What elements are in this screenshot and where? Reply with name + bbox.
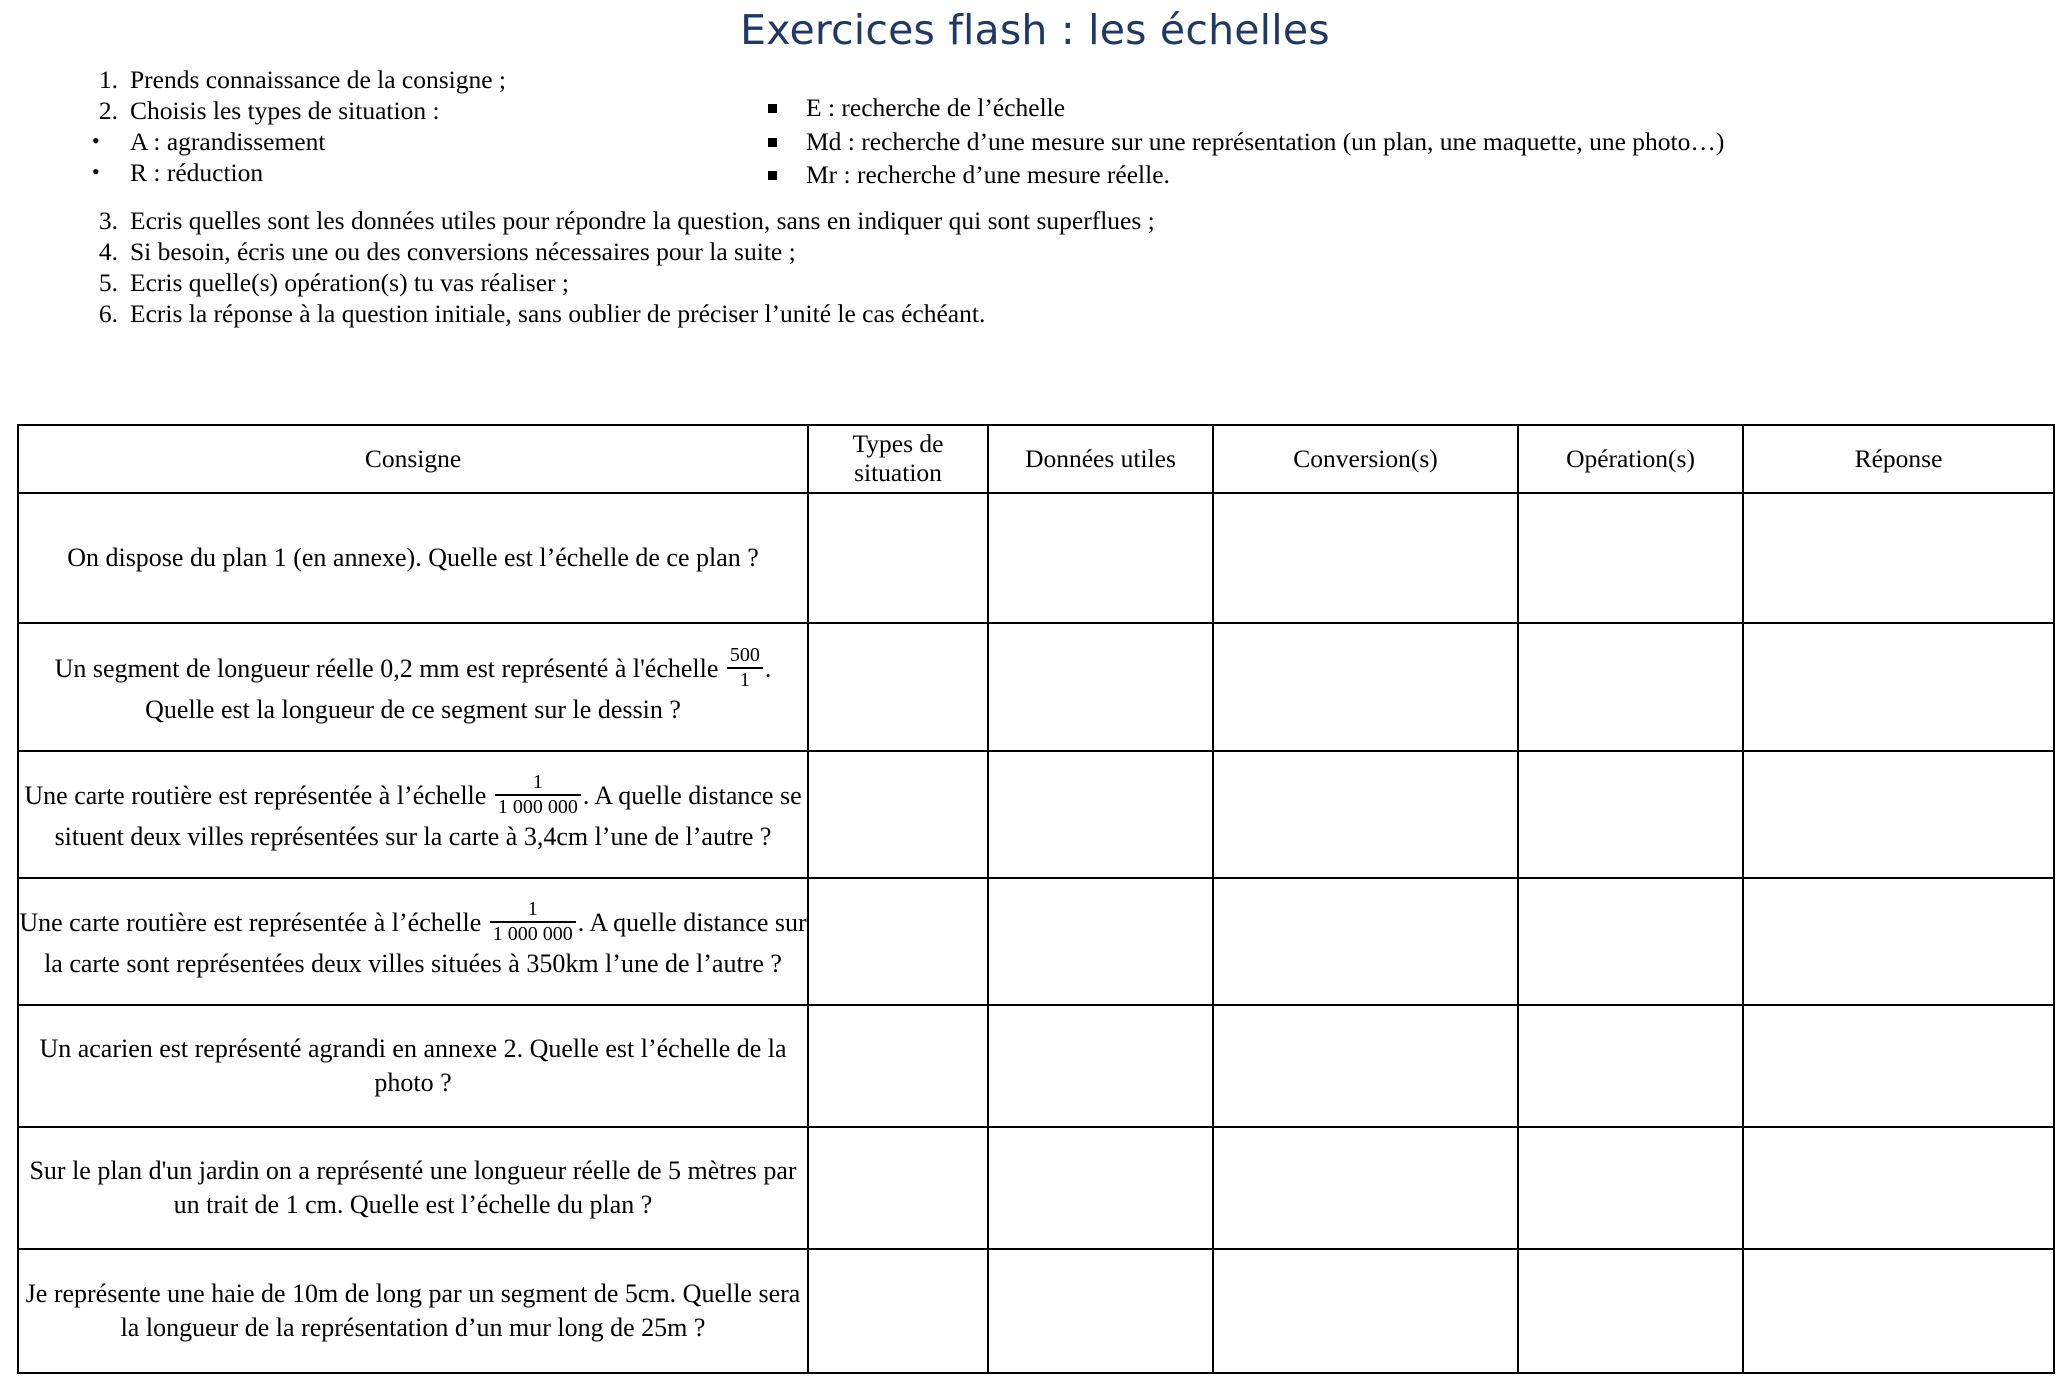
exercise-table	[17, 424, 2055, 1374]
consigne-text: Une carte routière est représentée à l’échelle	[24, 781, 493, 811]
operations-cell[interactable]	[1518, 878, 1743, 1005]
step-number: 2.	[98, 95, 118, 125]
column-header-operations: Opération(s)	[1518, 425, 1743, 493]
conversions-cell[interactable]	[1213, 623, 1518, 751]
donnees-utiles-cell[interactable]	[988, 1127, 1213, 1249]
instruction-step	[78, 65, 2070, 95]
consigne-text: . A quelle distance sur la carte sont représentées deux villes situées à 350km l’une de l’autre ?	[44, 908, 807, 979]
reponse-cell[interactable]	[1743, 1005, 2054, 1127]
column-header-reponse: Réponse	[1743, 425, 2054, 493]
reponse-cell[interactable]	[1743, 1249, 2054, 1373]
consigne-text: Sur le plan d'un jardin on a représenté une longueur réelle de 5 mètres par un trait de 1 cm. Quelle est l’échelle du plan ?	[29, 1155, 797, 1219]
types-de-situation-cell[interactable]	[808, 878, 988, 1005]
consigne-text: Une carte routière est représentée à l’échelle	[19, 908, 488, 938]
square-bullet-icon	[768, 138, 777, 147]
instruction-steps-bottom	[78, 206, 2070, 328]
consigne-text: On dispose du plan 1 (en annexe). Quelle est l’échelle de ce plan ?	[67, 542, 759, 572]
reponse-cell[interactable]	[1743, 493, 2054, 623]
operations-cell[interactable]	[1518, 1249, 1743, 1373]
exercise-table-wrap	[17, 424, 2053, 1374]
consigne-text: Un segment de longueur réelle 0,2 mm est représenté à l'échelle	[54, 653, 725, 683]
operations-cell[interactable]	[1518, 1127, 1743, 1249]
fraction-denominator: 1 000 000	[490, 921, 576, 945]
conversions-cell[interactable]	[1213, 751, 1518, 878]
page-title: Exercices flash : les échelles	[740, 6, 1330, 54]
types-de-situation-cell[interactable]	[808, 1127, 988, 1249]
step-number: 1.	[98, 65, 118, 95]
types-de-situation-cell[interactable]	[808, 1005, 988, 1127]
donnees-utiles-cell[interactable]	[988, 1005, 1213, 1127]
donnees-utiles-cell[interactable]	[988, 1249, 1213, 1373]
instruction-step	[78, 237, 2070, 267]
operations-cell[interactable]	[1518, 1005, 1743, 1127]
dot-bullet-icon: •	[92, 127, 100, 153]
table-row	[18, 1005, 2054, 1127]
table-row	[18, 623, 2054, 751]
reponse-cell[interactable]	[1743, 751, 2054, 878]
table-row	[18, 1127, 2054, 1249]
instruction-step	[78, 268, 2070, 298]
situation-type-label: E : recherche de l’échelle	[806, 92, 1066, 122]
step-text: Prends connaissance de la consigne ;	[130, 65, 507, 95]
step-number: 5.	[98, 268, 118, 298]
consigne-cell	[18, 878, 808, 1005]
table-row	[18, 493, 2054, 623]
reponse-cell[interactable]	[1743, 623, 2054, 751]
situation-type-label: A : agrandissement	[130, 126, 326, 156]
situation-type-item	[758, 127, 2058, 157]
column-header-donnees-utiles: Données utiles	[988, 425, 1213, 493]
situation-type-label: Md : recherche d’une mesure sur une représentation (un plan, une maquette, une photo…)	[806, 126, 1725, 156]
operations-cell[interactable]	[1518, 623, 1743, 751]
dot-bullet-icon: •	[92, 158, 100, 184]
fraction-denominator: 1 000 000	[495, 794, 581, 818]
step-text: Si besoin, écris une ou des conversions nécessaires pour la suite ;	[130, 237, 796, 267]
consigne-text: . A quelle distance se situent deux villes représentées sur la carte à 3,4cm l’une de l’autre ?	[54, 781, 802, 852]
donnees-utiles-cell[interactable]	[988, 623, 1213, 751]
types-de-situation-cell[interactable]	[808, 623, 988, 751]
table-row	[18, 878, 2054, 1005]
step-number: 6.	[98, 298, 118, 328]
reponse-cell[interactable]	[1743, 1127, 2054, 1249]
types-de-situation-cell[interactable]	[808, 493, 988, 623]
step-text: Ecris quelle(s) opération(s) tu vas réaliser ;	[130, 268, 570, 298]
situation-type-item	[758, 160, 2058, 190]
conversions-cell[interactable]	[1213, 493, 1518, 623]
column-header-types-de-situation: Types de situation	[808, 425, 988, 493]
step-text: Ecris la réponse à la question initiale, sans oublier de préciser l’unité le cas échéant.	[130, 298, 986, 328]
donnees-utiles-cell[interactable]	[988, 751, 1213, 878]
table-row	[18, 751, 2054, 878]
step-text: Ecris quelles sont les données utiles pour répondre la question, sans en indiquer qui sont superflues ;	[130, 206, 1155, 236]
situation-type-item	[758, 93, 2058, 123]
fraction-numerator: 1	[527, 898, 538, 921]
donnees-utiles-cell[interactable]	[988, 878, 1213, 1005]
consigne-cell	[18, 751, 808, 878]
table-row	[18, 1249, 2054, 1373]
consigne-cell	[18, 1249, 808, 1373]
fraction-numerator: 500	[729, 643, 760, 666]
step-number: 3.	[98, 206, 118, 236]
square-bullet-icon	[768, 104, 777, 113]
situation-type-label: Mr : recherche d’une mesure réelle.	[806, 160, 1170, 190]
conversions-cell[interactable]	[1213, 1249, 1518, 1373]
instruction-step	[78, 299, 2070, 329]
consigne-text: . Quelle est la longueur de ce segment sur le dessin ?	[145, 653, 772, 724]
donnees-utiles-cell[interactable]	[988, 493, 1213, 623]
reponse-cell[interactable]	[1743, 878, 2054, 1005]
consigne-cell	[18, 493, 808, 623]
instructions-block	[0, 65, 2070, 329]
consigne-cell	[18, 1005, 808, 1127]
types-de-situation-cell[interactable]	[808, 751, 988, 878]
fraction-denominator: 1	[727, 667, 763, 691]
situation-type-label: R : réduction	[130, 157, 264, 187]
column-header-consigne: Consigne	[18, 425, 808, 493]
instruction-step	[78, 206, 2070, 236]
operations-cell[interactable]	[1518, 751, 1743, 878]
fraction-numerator: 1	[532, 771, 543, 794]
operations-cell[interactable]	[1518, 493, 1743, 623]
conversions-cell[interactable]	[1213, 1127, 1518, 1249]
table-body	[18, 493, 2054, 1373]
consigne-text: Un acarien est représenté agrandi en annexe 2. Quelle est l’échelle de la photo ?	[39, 1033, 787, 1097]
column-header-conversions: Conversion(s)	[1213, 425, 1518, 493]
situation-types-right	[758, 93, 2058, 190]
scale-fraction	[490, 899, 576, 945]
conversions-cell[interactable]	[1213, 878, 1518, 1005]
scale-fraction	[727, 645, 763, 691]
scale-fraction	[495, 772, 581, 818]
table-header-row	[18, 425, 2054, 493]
consigne-cell	[18, 623, 808, 751]
consigne-cell	[18, 1127, 808, 1249]
types-de-situation-cell[interactable]	[808, 1249, 988, 1373]
step-text: Choisis les types de situation :	[130, 95, 440, 125]
conversions-cell[interactable]	[1213, 1005, 1518, 1127]
situation-types-right-wrap	[758, 93, 2058, 194]
consigne-text: Je représente une haie de 10m de long par un segment de 5cm. Quelle sera la longueur de la représentation d’un mur long de 25m ?	[25, 1278, 801, 1342]
square-bullet-icon	[768, 171, 777, 180]
step-number: 4.	[98, 237, 118, 267]
